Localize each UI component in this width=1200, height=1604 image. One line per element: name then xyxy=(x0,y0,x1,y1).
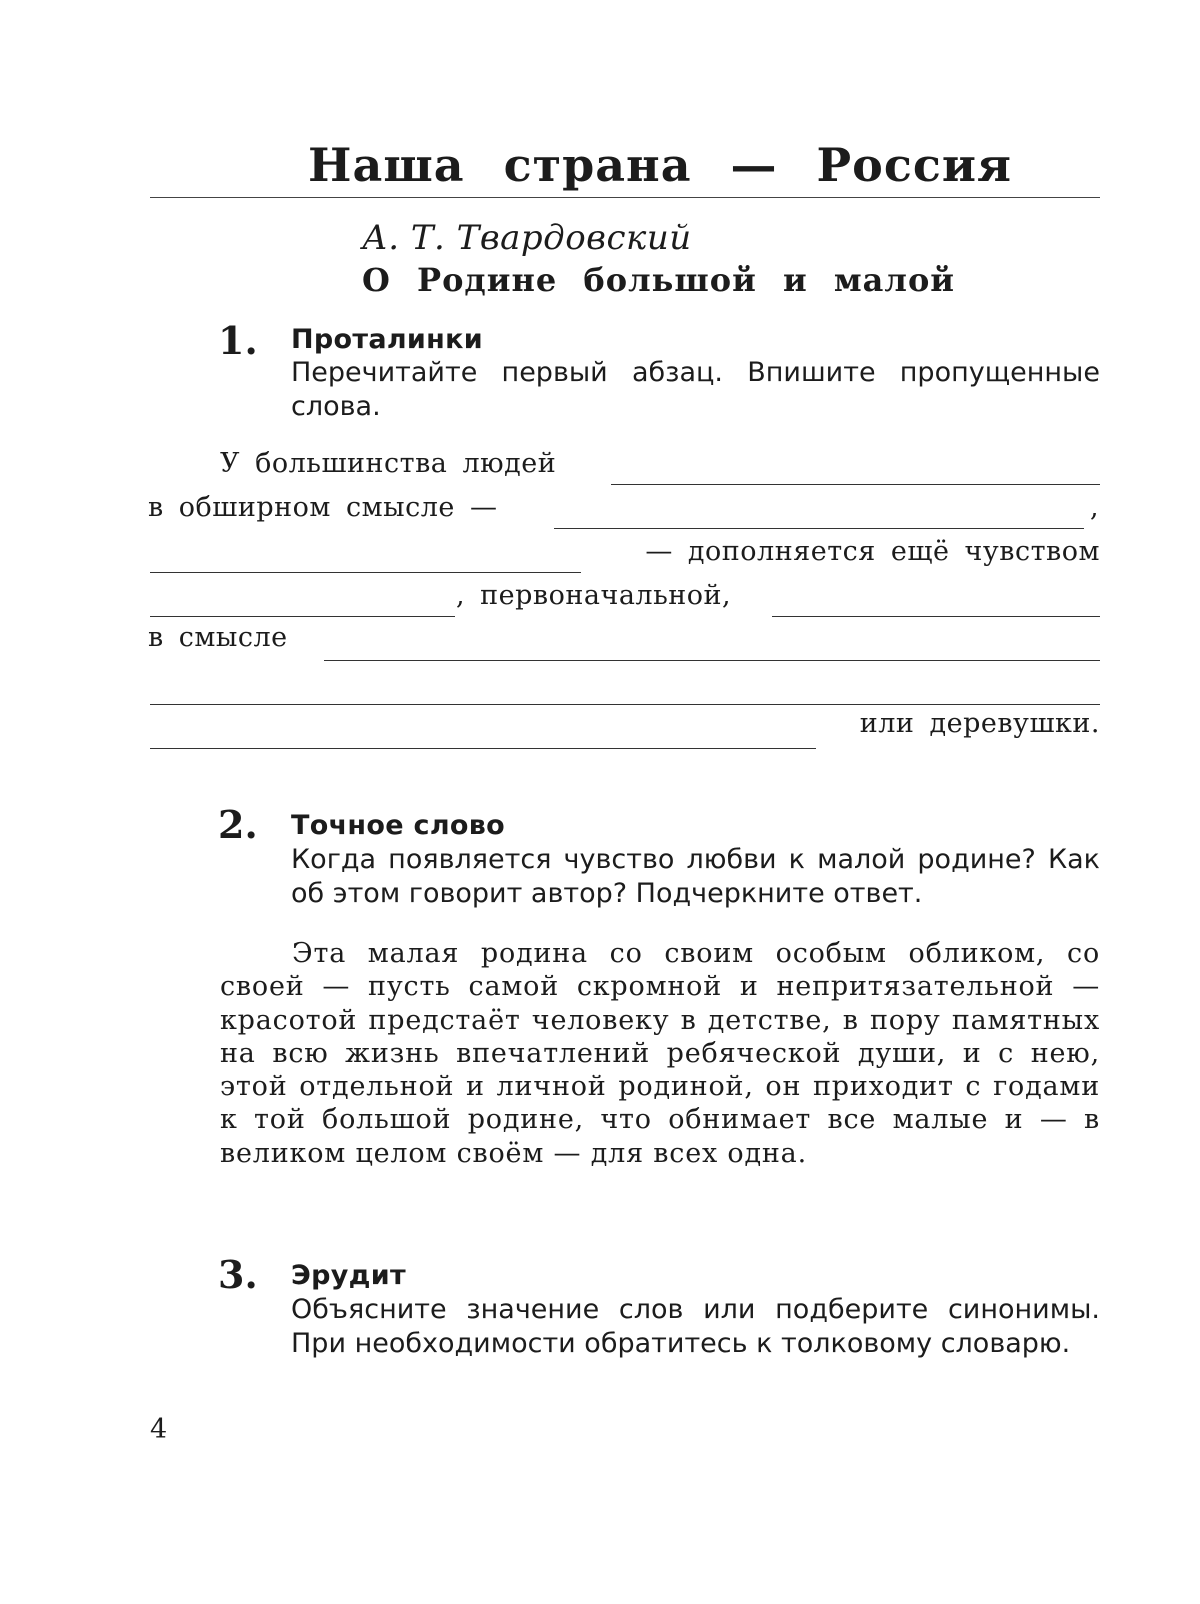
task-3-heading: Эрудит xyxy=(291,1260,406,1291)
fill-line-4-text: , первоначальной, xyxy=(456,580,732,611)
page-title: Наша страна — Россия xyxy=(308,138,1012,192)
fill-line-5-text: в смысле xyxy=(148,622,288,653)
fill-line-2-text: в обширном смысле — xyxy=(148,492,498,523)
task-1-instruction: Перечитайте первый абзац. Впишите пропущенные слова. xyxy=(291,357,1100,422)
title-divider xyxy=(150,197,1100,198)
answer-blank-8[interactable] xyxy=(150,748,816,749)
answer-blank-2[interactable] xyxy=(554,528,1084,529)
answer-blank-1[interactable] xyxy=(611,484,1100,485)
author-name: А. Т. Твардовский xyxy=(362,218,692,258)
fill-line-2-comma: , xyxy=(1090,492,1100,523)
task-2-passage[interactable]: Эта малая родина со своим особым обликом, со своей — пусть самой скромной и непритязательной — красотой предстаёт человеку в детстве, в пору памятных на всю жизнь впечатлений ребяческой души, и с нею, этой отдельной и личной родиной, он приходит с годами к той большой родине, что обнимает все малые и — в великом целом своём — для всех одна. xyxy=(220,938,1100,1169)
answer-blank-4[interactable] xyxy=(150,616,455,617)
task-2-instruction: Когда появляется чувство любви к малой родине? Как об этом говорит автор? Подчеркните ответ. xyxy=(291,844,1100,909)
page-number: 4 xyxy=(150,1414,168,1445)
answer-blank-3[interactable] xyxy=(150,572,581,573)
task-2-number: 2. xyxy=(218,802,258,847)
task-3-number: 3. xyxy=(218,1252,258,1297)
fill-line-7-text: или деревушки. xyxy=(859,708,1100,739)
task-3-instruction: Объясните значение слов или подберите синонимы. При необходимости обратитесь к толковому словарю. xyxy=(291,1294,1100,1359)
fill-line-3-text: — дополняется ещё чувством xyxy=(645,536,1100,567)
answer-blank-5[interactable] xyxy=(772,616,1100,617)
section-subtitle: О Родине большой и малой xyxy=(362,261,956,299)
task-2-heading: Точное слово xyxy=(291,810,505,841)
answer-blank-7[interactable] xyxy=(150,704,1100,705)
fill-line-1-text: У большинства людей xyxy=(220,448,557,479)
task-1-heading: Проталинки xyxy=(291,324,483,355)
task-1-number: 1. xyxy=(218,318,258,363)
answer-blank-6[interactable] xyxy=(324,660,1100,661)
